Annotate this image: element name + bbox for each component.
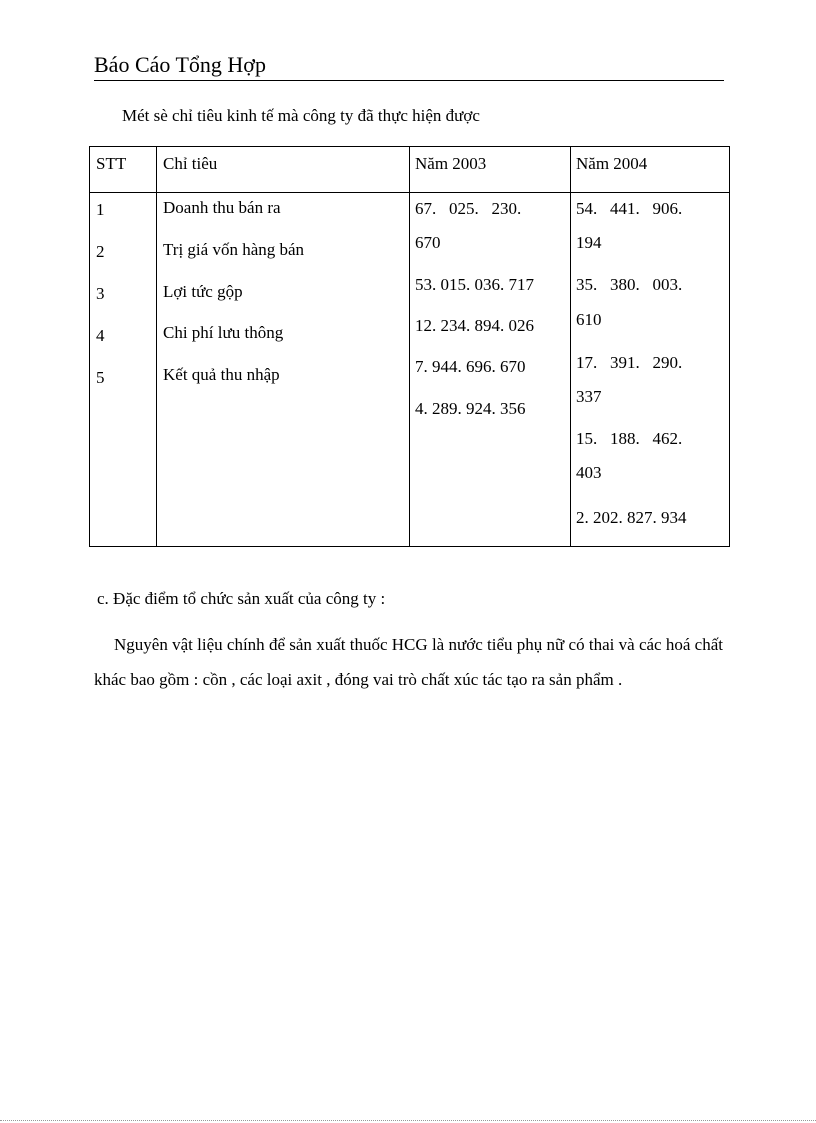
economic-indicators-table: [89, 146, 730, 547]
indicator-cell: Doanh thu bán ra: [163, 198, 281, 217]
value-2004-row2-line2: 610: [576, 310, 602, 329]
header-year-2004: Năm 2004: [576, 154, 648, 173]
value-2004-row3-line1: 17. 391. 290.: [576, 353, 683, 372]
column-divider: [156, 147, 157, 546]
value-2004-row1-line2: 194: [576, 233, 602, 252]
section-paragraph: Nguyên vật liệu chính để sản xuất thuốc HCG là nước tiểu phụ nữ có thai và các hoá chất khác bao gồm : cồn , các loại axit , đóng vai trò chất xúc tác tạo ra sản phẩm .: [94, 635, 723, 689]
indicator-cell: Lợi tức gộp: [163, 282, 243, 301]
column-divider: [570, 147, 571, 546]
section-heading: c. Đặc điểm tổ chức sản xuất của công ty :: [97, 589, 386, 608]
header-year-2003: Năm 2003: [415, 154, 487, 173]
header-divider: [90, 192, 729, 193]
value-2004-row3-line2: 337: [576, 387, 602, 406]
value-2003-row3: 12. 234. 894. 026: [415, 316, 534, 335]
value-2003-row1-line2: 670: [415, 233, 441, 252]
stt-cell: 2: [96, 242, 105, 261]
stt-cell: 3: [96, 284, 105, 303]
value-2003-row2: 53. 015. 036. 717: [415, 275, 534, 294]
intro-text: Mét sè chỉ tiêu kinh tế mà công ty đã thực hiện được: [122, 106, 480, 125]
value-2004-row5: 2. 202. 827. 934: [576, 508, 687, 527]
header-title: Báo Cáo Tổng Hợp: [94, 52, 266, 77]
indicator-cell: Chi phí lưu thông: [163, 323, 284, 342]
indicator-cell: Kết quả thu nhập: [163, 365, 280, 384]
page-header: [94, 50, 724, 81]
value-2004-row4-line1: 15. 188. 462.: [576, 429, 683, 448]
value-2004-row1-line1: 54. 441. 906.: [576, 199, 683, 218]
value-2003-row5: 4. 289. 924. 356: [415, 399, 526, 418]
stt-cell: 1: [96, 200, 105, 219]
value-2003-row4: 7. 944. 696. 670: [415, 357, 526, 376]
header-indicator: Chỉ tiêu: [163, 154, 218, 173]
column-divider: [409, 147, 410, 546]
header-stt: STT: [96, 154, 127, 173]
indicator-cell: Trị giá vốn hàng bán: [163, 240, 305, 259]
stt-cell: 5: [96, 368, 105, 387]
stt-cell: 4: [96, 326, 105, 345]
page-bottom-border: [0, 1120, 816, 1122]
value-2004-row4-line2: 403: [576, 463, 602, 482]
value-2004-row2-line1: 35. 380. 003.: [576, 275, 683, 294]
value-2003-row1-line1: 67. 025. 230.: [415, 199, 522, 218]
